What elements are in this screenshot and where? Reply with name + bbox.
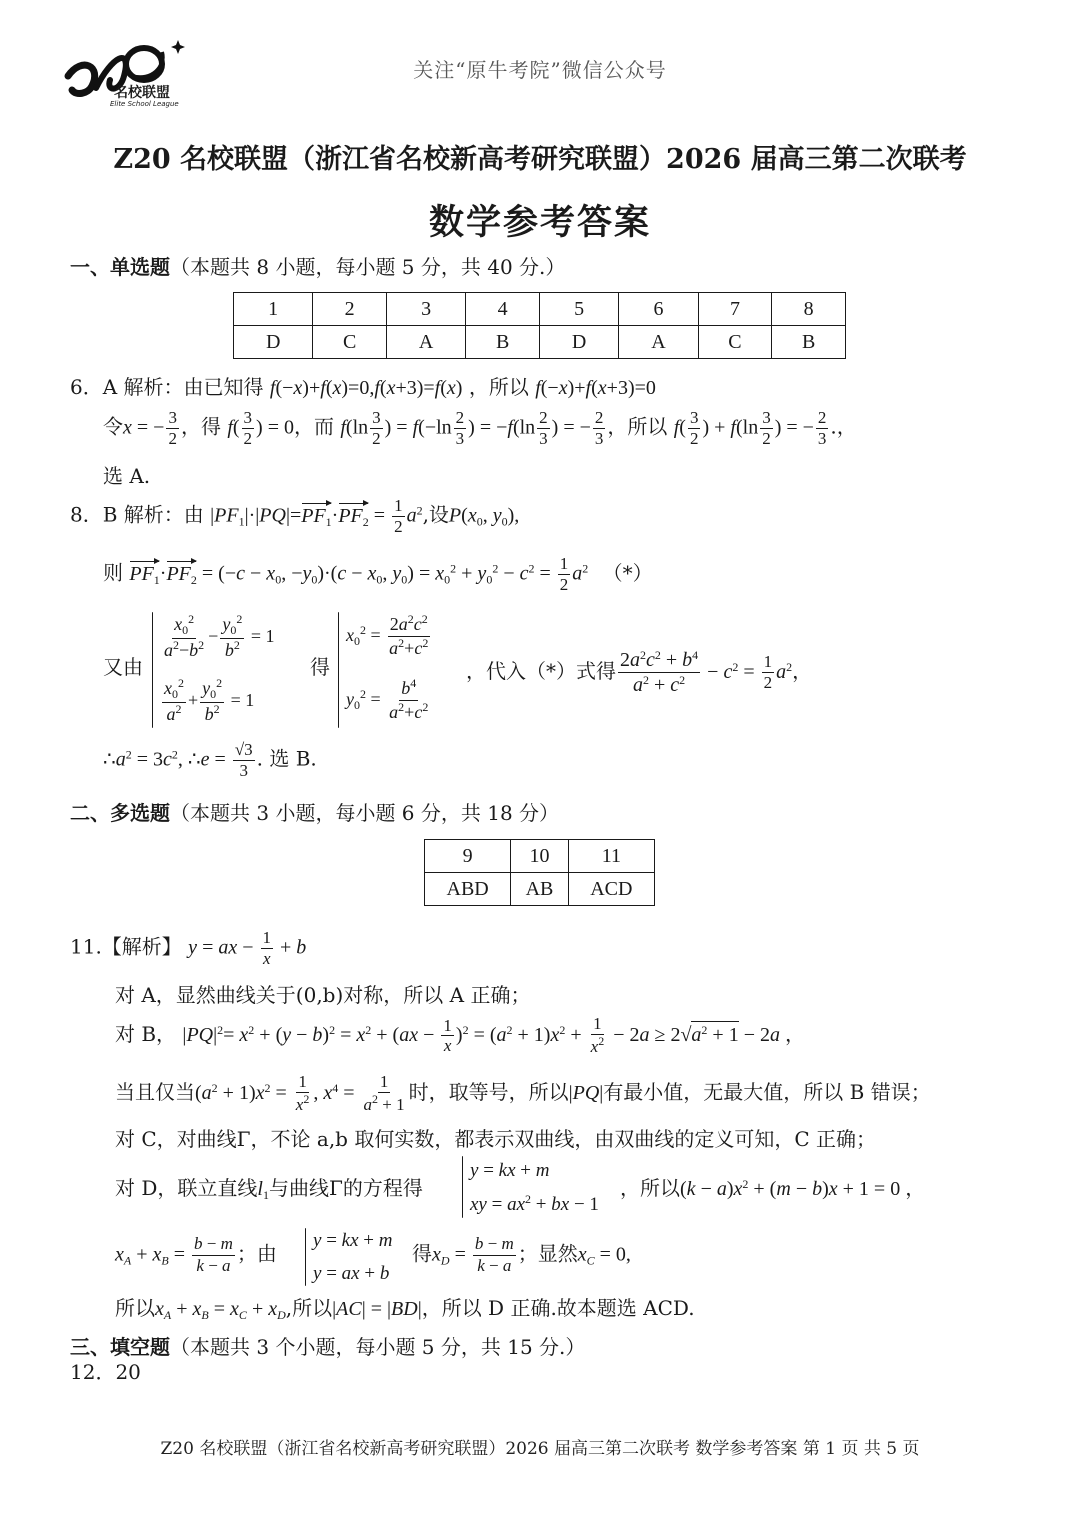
table-cell: ABD — [425, 873, 511, 906]
q11-system1-eq1: y = kx + m — [470, 1160, 550, 1181]
section1-heading — [70, 251, 565, 280]
table-cell: 8 — [772, 293, 846, 326]
q8-get-label: 得 — [310, 655, 330, 679]
page-title: 数学参考答案 — [428, 202, 651, 243]
table-cell: 3 — [386, 293, 465, 326]
section3-heading — [70, 1331, 585, 1360]
q11-a: 对 A，显然曲线关于(0,b)对称，所以 A 正确； — [115, 983, 531, 1007]
table-cell: 7 — [698, 293, 772, 326]
table-cell: 11 — [568, 840, 654, 873]
q6-line1: 6．A 解析：由已知得 f(−x)+f(x)=0,f(x+3)=f(x) ，所以 f(−x)+f(x+3)=0 — [70, 375, 656, 399]
q11-c: 对 C，对曲线Γ，不论 a,b 取何实数，都表示双曲线，由双曲线的定义可知，C 正确； — [115, 1127, 876, 1151]
table-cell: D — [234, 326, 313, 359]
left-brace — [305, 1228, 306, 1286]
q11-b1: 对 B， $|PQ|^2= x^2 + (y - b)^2 = x^2 + (ax$ − $\frac{1}{x}$ )$^2 = (a^2 + 1)x^2$ + $\frac{1}{x^2}$ − $2a \ge 2√a^2 + 1 - 2a$ ， — [115, 1014, 805, 1056]
q11-d1: 对 D，联立直线$l_1$与曲线Γ的方程得 — [115, 1176, 423, 1202]
q11-system2-eq2: y = ax + b — [313, 1263, 390, 1284]
table-cell: 4 — [466, 293, 540, 326]
q6-line3: 选 A. — [103, 464, 151, 488]
table-cell: 2 — [313, 293, 387, 326]
table-row — [234, 326, 846, 359]
q11-b2: 当且仅当$(a^2 + 1)x^2$ = $\frac{1}{x^2}$ , $x^4$ = $\frac{1}{a^2 + 1}$ 时，取等号，所以|PQ|有最小值，无最大值，所以 B 错误； — [115, 1072, 931, 1114]
q11-e2: 得$x_D$ = $\frac{b - m}{k - a}$ ；显然$x_C = 0$, — [412, 1234, 631, 1275]
q8-label: 8．B 解析：由 — [70, 502, 204, 527]
table-cell: A — [386, 326, 465, 359]
table-cell: 9 — [425, 840, 511, 873]
q8-conclusion: $\therefore a^2 = 3c^2$, ∴e = $\frac{√3}{3}$ . 选 B. — [103, 740, 317, 780]
table-row — [425, 840, 655, 873]
section1-title: 一、单选题 — [70, 255, 170, 279]
q11-system1-eq2: xy = $ax^2$ + bx − 1 — [470, 1192, 599, 1215]
main-title: Z20 名校联盟（浙江省名校新高考研究联盟）2026 届高三第二次联考 — [113, 144, 967, 175]
q8-line2: 则 $PF_1\cdot PF_2 = (-c - x_0$, $-y_0)\cdot(c - x_0$, $y_0) = x_0^2 + y_0^2 - c^2$ = $\frac{1}{2}$ $a^2$ （*） — [103, 554, 653, 594]
q8-also-label: 又由 — [103, 655, 143, 679]
table-row — [234, 293, 846, 326]
q8-system2-eq2: $y_0^2$ = $\frac{b^4}{a^2+c^2}$ — [346, 676, 429, 722]
table-cell: B — [466, 326, 540, 359]
table-cell: 6 — [619, 293, 698, 326]
q8-system1-eq1: $\frac{x_0^2}{a^2-b^2}$ − $\frac{y_0^2}{b^2}$ = 1 — [164, 612, 275, 660]
q11-label: 11.【解析】 — [70, 934, 182, 959]
table-cell: 5 — [539, 293, 618, 326]
q8-system2-eq1: $x_0^2$ = $\frac{2a^2c^2}{a^2+c^2}$ — [346, 612, 429, 658]
logo-subtext: Elite School League — [110, 100, 179, 108]
q11-system2-eq1: y = kx + m — [313, 1230, 393, 1251]
q11-line1: 11.【解析】 y = ax − $\frac{1}{x}$ + b — [70, 928, 307, 968]
table-cell: A — [619, 326, 698, 359]
q8-system1-eq2: $\frac{x_0^2}{a^2}$ + $\frac{y_0^2}{b^2}$ = 1 — [164, 676, 255, 724]
section2-title: 二、多选题 — [70, 801, 170, 825]
q6-label: 6．A 解析：由已知得 — [70, 375, 264, 399]
left-brace — [462, 1156, 463, 1218]
q11-f: 所以$x_A + x_B = x_C + x_D$,所以|AC| = |BD|，所以 D 正确.故本题选 ACD. — [115, 1296, 695, 1322]
q12-answer: 12．20 — [70, 1360, 141, 1384]
table-cell: 10 — [511, 840, 568, 873]
multi-choice-answer-table — [424, 839, 655, 906]
q6-line2: 令x = − $\frac{3}{2}$ ，得 f( $\frac{3}{2}$ ) = 0，而 f(ln $\frac{3}{2}$ ) = f(−ln $\frac{2}{3}$ ) = −f(ln $\frac{2}{3}$ ) = − $\frac{2}{3}$ ，所以 f( $\frac{3}{2}$ ) + f(ln $\frac{3}{2}$ ) = − $\frac{2}{3}$ .， — [103, 408, 857, 448]
left-brace — [338, 612, 339, 728]
table-cell: AB — [511, 873, 568, 906]
q11-d3: ，所以$(k - a)x^2 + (m - b)x + 1 = 0$ ， — [620, 1176, 926, 1200]
left-brace — [152, 612, 153, 728]
section2-heading — [70, 797, 559, 826]
section3-desc: （本题共 3 个小题，每小题 5 分，共 15 分.） — [170, 1335, 586, 1359]
table-row — [425, 873, 655, 906]
page-footer: Z20 名校联盟（浙江省名校新高考研究联盟）2026 届高三第二次联考 数学参考答案 第 1 页 共 5 页 — [160, 1439, 920, 1459]
single-choice-answer-table — [233, 292, 846, 359]
table-cell: C — [313, 326, 387, 359]
q11-e: $x_A + x_B$ = $\frac{b - m}{k - a}$ ；由 — [115, 1234, 277, 1275]
header-note: 关注“原牛考院”微信公众号 — [413, 58, 667, 82]
table-cell: ACD — [568, 873, 654, 906]
q8-line1: 8．B 解析：由 $|PF_1|\cdot|PQ|=PF_1\cdot PF_2$ = $\frac{1}{2}$ $a^2$,设$P(x_0$, $y_0$), — [70, 496, 520, 536]
table-cell: D — [539, 326, 618, 359]
q8-substitute: ，代入（*）式得 $\frac{2a^2c^2 + b^4}{a^2 + c^2}$ − $c^2$ = $\frac{1}{2}$ $a^2$， — [466, 648, 813, 696]
section2-desc: （本题共 3 小题，每小题 6 分，共 18 分） — [170, 801, 560, 825]
table-cell: 1 — [234, 293, 313, 326]
table-cell: B — [772, 326, 846, 359]
table-cell: C — [698, 326, 772, 359]
section1-desc: （本题共 8 小题，每小题 5 分，共 40 分.） — [170, 255, 566, 279]
section3-title: 三、填空题 — [70, 1335, 170, 1359]
logo-text: 名校联盟 — [114, 85, 170, 101]
